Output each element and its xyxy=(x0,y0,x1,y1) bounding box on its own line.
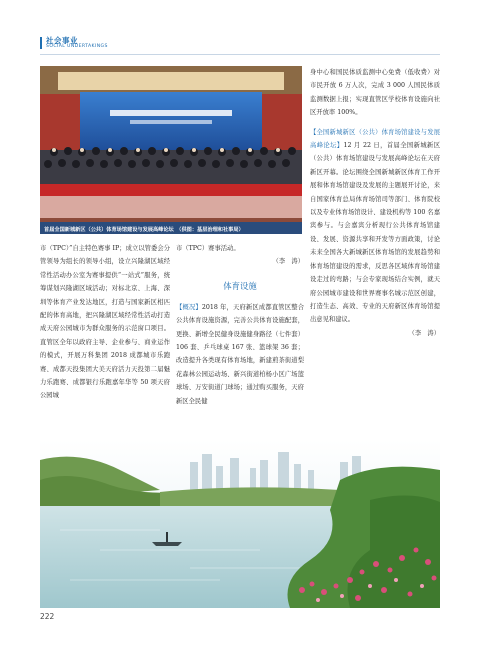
section-title-sports-facilities: 体育设施 xyxy=(223,281,257,291)
header-accent-bar xyxy=(40,37,42,49)
section-header-subtitle: SOCIAL UNDERTAKINGS xyxy=(46,44,108,49)
author-credit-right: （李 涛） xyxy=(408,329,440,337)
middle-column xyxy=(176,242,304,408)
left-column-text: 市（TPC）”自主特色赛事 IP；成立以管委会分管领导为组长的领导小组，设立兴隆湖区域经常性活动办公室为赛事提供“一站式”服务，统筹谋划兴隆湖区域活动；对标北京、上海、深圳等体育产业发达地区，打造与国家新区相匹配的体育高地，把兴隆湖区域经常性活动打造成天府公园城市为群众服务的示范窗口项目。直管区全年以政府主导、企业参与、商业运作的模式，开展万科集团 2018 成都城市乐跑赛、成都天投集团大美天府活力天投第二届魅力乐跑赛、成都银行乐跑嘉年华等 50 项天府公园城 xyxy=(40,245,170,400)
forum-heading: 【全国新城新区（公共）体育场馆建设与发展高峰论坛】 xyxy=(310,128,440,150)
forum-paragraph xyxy=(310,126,440,327)
lake-landscape-photo xyxy=(40,440,440,608)
header-rule xyxy=(40,54,440,55)
forum-body: 12 月 22 日，首届全国新城新区（公共）体育场馆建设与发展高峰论坛在天府新区开幕。论坛围绕全国新城新区体育工作开展和体育场馆建设及发展的主题展开讨论，来自国家体育总局体育场馆司等部门、体育院校以及专业体育场馆设计、建设机构等 100 名嘉宾参与。与会嘉宾分析现行公共体育场馆建设、发展、资源共享和开发等方面政策，讨论未来全国各大新城新区体育场馆的发展趋势和体育场馆建设的需求，反思各区域体育场馆建设走过的弯路；与会专家现场结合实例，就天府公园城市建设和世界赛事名城示范区创建，打造生态、高效、专业的天府新区体育场馆提出意见和建议。 xyxy=(310,142,441,324)
section-header-title: 社会事业 xyxy=(46,36,78,45)
middle-top-text: 市（TPC）赛事活动。 xyxy=(176,245,240,252)
facilities-tag: 【概况】 xyxy=(176,303,202,311)
left-column xyxy=(40,242,170,403)
facilities-body: 2018 年，天府新区成都直管区整合公共体育设施资源，完善公共体育设施配套，更换、新增全民健身设施健身路径（七件套）106 套、乒乓球桌 167 张、篮球架 36 套；改造提升各类现有体育场地，新建煎茶街道梨花森林公园运动场、新兴街道柏杨小区广场篮球场、万安街道门球场；通过购买服务，天府新区全民健 xyxy=(176,303,304,405)
page-number: 222 xyxy=(40,612,55,621)
forum-group-photo xyxy=(40,66,302,226)
right-column xyxy=(310,66,440,340)
author-credit-middle: （李 涛） xyxy=(272,258,304,266)
facilities-paragraph xyxy=(176,301,304,408)
photo-caption: 首届全国新城新区（公共）体育场馆建设与发展高峰论坛 （供图：基层治理和社事局） xyxy=(44,227,244,233)
right-intro-paragraph: 身中心和国民体质监测中心免费（低收费）对市民开放 6 万人次，完成 3 000 人国民体质监测数据上报；实现直管区学校体育设施向社区开放率 100%。 xyxy=(310,69,440,117)
